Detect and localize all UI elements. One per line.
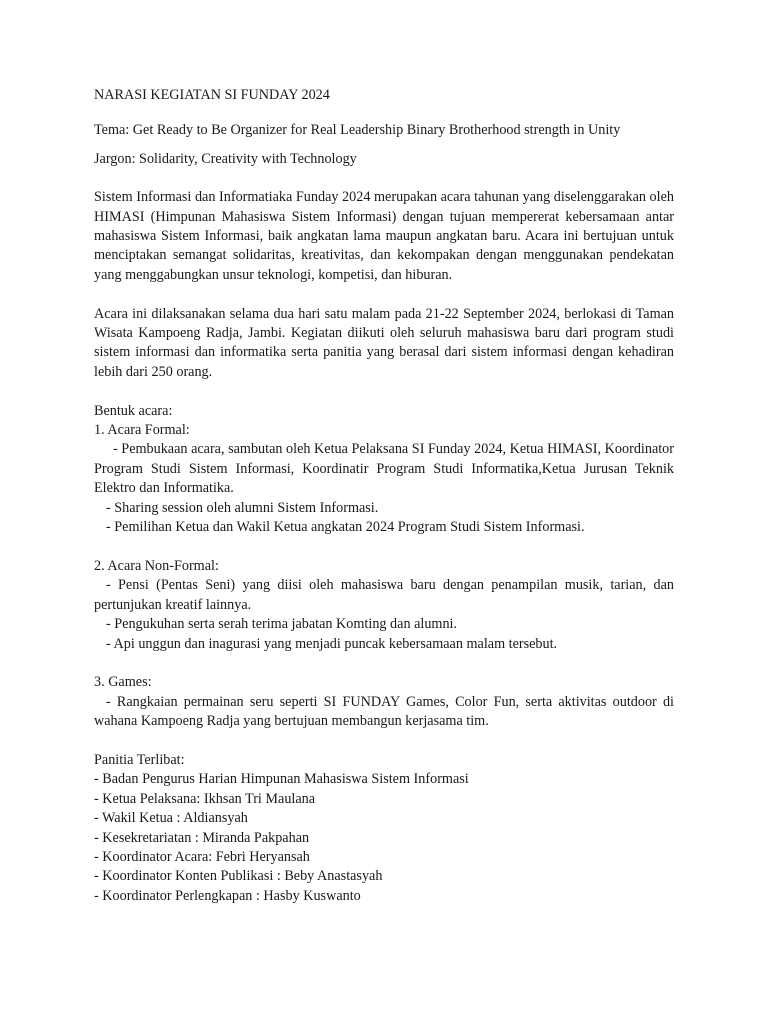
panitia-item: - Wakil Ketua : Aldiansyah — [94, 810, 248, 827]
spacer — [94, 285, 674, 304]
spacer — [94, 732, 674, 751]
tema-line: Tema: Get Ready to Be Organizer for Real Leadership Binary Brotherhood strength in Unity — [94, 122, 621, 139]
document-title: NARASI KEGIATAN SI FUNDAY 2024 — [94, 87, 330, 103]
panitia-heading: Panitia Terlibat: — [94, 751, 185, 768]
formal-heading: 1. Acara Formal: — [94, 422, 190, 439]
nonformal-item: - Pensi (Pentas Seni) yang diisi oleh mahasiswa baru dengan penampilan musik, tarian, dan pertunjukan kreatif lainnya. — [94, 577, 674, 613]
bentuk-acara-heading: Bentuk acara: — [94, 402, 173, 419]
formal-item: - Pembukaan acara, sambutan oleh Ketua Pelaksana SI Funday 2024, Ketua HIMASI, Koordinator Program Studi Sistem Informasi, Koordinatir Program Studi Informatika,Ketua Jurusan Teknik Elektro dan Informatika. — [94, 441, 674, 497]
panitia-item: - Ketua Pelaksana: Ikhsan Tri Maulana — [94, 790, 316, 807]
panitia-item: - Koordinator Konten Publikasi : Beby Anastasyah — [94, 868, 383, 885]
panitia-item: - Badan Pengurus Harian Himpunan Mahasiswa Sistem Informasi — [94, 771, 469, 788]
document-page — [94, 86, 674, 906]
intro-paragraph: Sistem Informasi dan Informatiaka Funday 2024 merupakan acara tahunan yang diselenggarakan oleh HIMASI (Himpunan Mahasiswa Sistem Informasi) dengan tujuan mempererat kebersamaan antar mahasiswa Sistem Informasi, baik angkatan lama maupun angkatan baru. Acara ini bertujuan untuk menciptakan semangat solidaritas, kreativitas, dan kekompakan dengan menggunakan pendekatan yang menggabungkan unsur teknologi, kompetisi, dan hiburan. — [94, 189, 674, 283]
panitia-item: - Kesekretariatan : Miranda Pakpahan — [94, 829, 310, 846]
spacer — [94, 538, 674, 557]
games-heading: 3. Games: — [94, 674, 152, 691]
games-item: - Rangkaian permainan seru seperti SI FUNDAY Games, Color Fun, serta aktivitas outdoor di wahana Kampoeng Radja yang bertujuan membangun kerjasama tim. — [94, 693, 674, 730]
nonformal-item: - Api unggun dan inagurasi yang menjadi puncak kebersamaan malam tersebut. — [106, 635, 558, 652]
nonformal-item: - Pengukuhan serta serah terima jabatan Komting dan alumni. — [106, 616, 458, 633]
event-details-paragraph: Acara ini dilaksanakan selama dua hari satu malam pada 21-22 September 2024, berlokasi di Taman Wisata Kampoeng Radja, Jambi. Kegiatan diikuti oleh seluruh mahasiswa baru dari program studi sistem informasi dan informatika serta panitia yang berasal dari sistem informasi dengan kehadiran lebih dari 250 orang. — [94, 305, 674, 380]
jargon-line: Jargon: Solidarity, Creativity with Technology — [94, 150, 357, 167]
panitia-item: - Koordinator Acara: Febri Heryansah — [94, 848, 310, 865]
spacer — [94, 382, 674, 401]
panitia-item: - Koordinator Perlengkapan : Hasby Kuswanto — [94, 887, 361, 904]
formal-item: - Sharing session oleh alumni Sistem Informasi. — [106, 499, 379, 516]
spacer — [94, 654, 674, 673]
formal-item: - Pemilihan Ketua dan Wakil Ketua angkatan 2024 Program Studi Sistem Informasi. — [106, 519, 585, 536]
nonformal-heading: 2. Acara Non-Formal: — [94, 557, 219, 574]
